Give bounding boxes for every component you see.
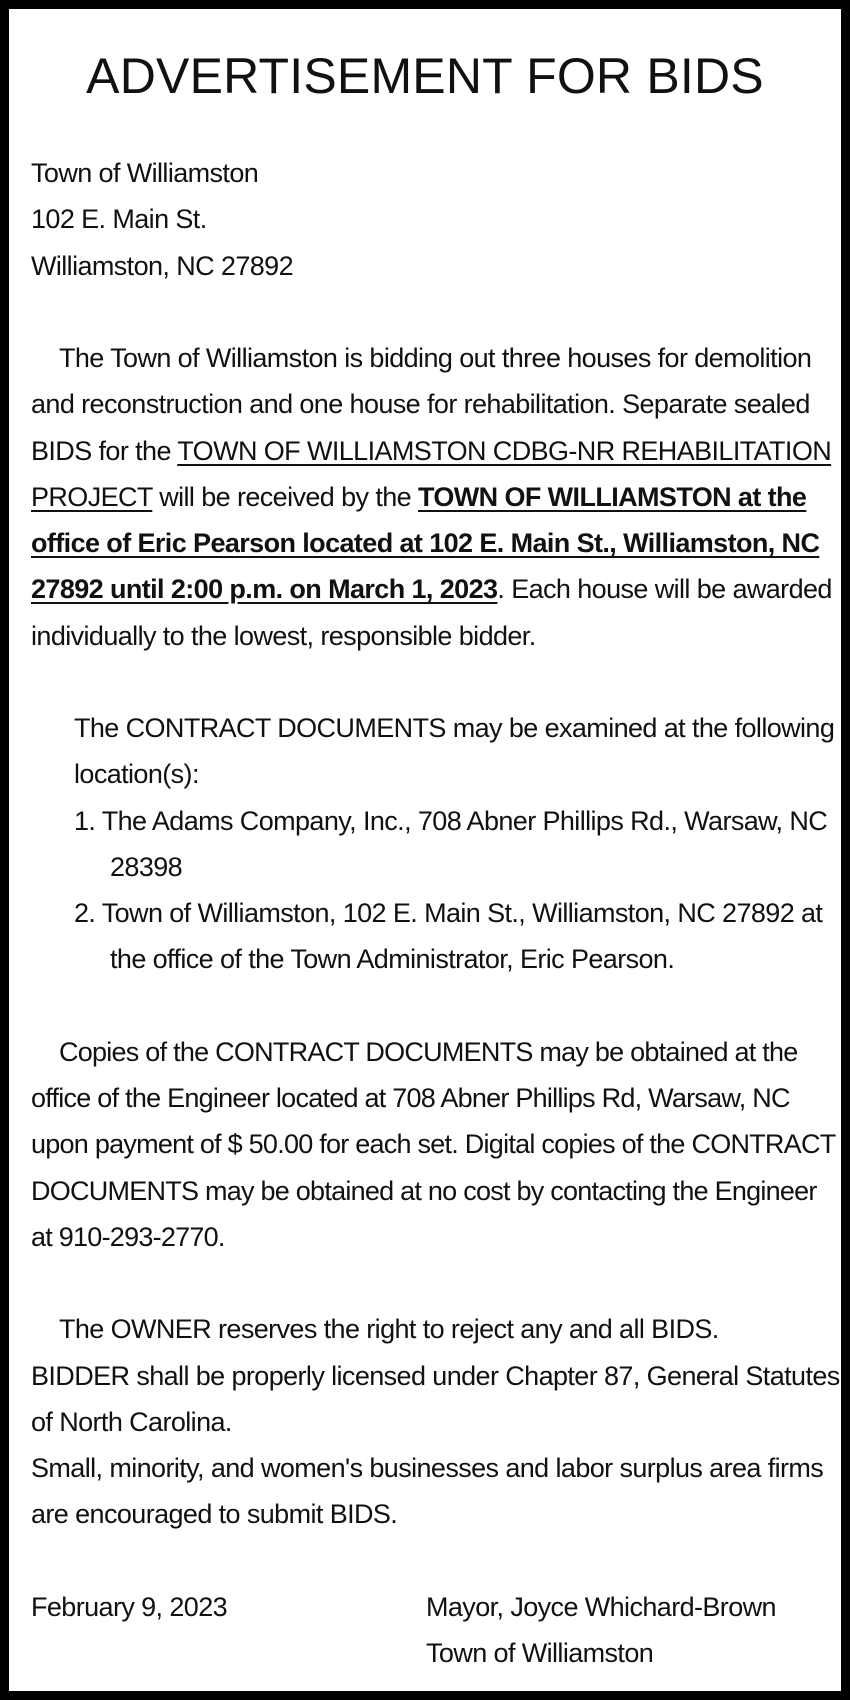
intro-lead: The Town of Williamston is bidding out three houses for demolition and reconstruction and one house for rehabilitation. Separate sealed BIDS for the xyxy=(31,343,812,466)
notice-body xyxy=(31,150,841,1676)
signer-name: Mayor, Joyce Whichard-Brown xyxy=(426,1591,776,1622)
spacer xyxy=(31,983,841,1029)
encouragement-statement: Small, minority, and women's businesses and labor surplus area firms are encouraged to submit BIDS. xyxy=(31,1453,824,1530)
owner-name: Town of Williamston xyxy=(31,158,259,188)
owner-street: 102 E. Main St. xyxy=(31,204,207,235)
examination-heading: The CONTRACT DOCUMENTS may be examined at the following location(s): xyxy=(74,713,835,790)
notice-date: February 9, 2023 xyxy=(31,1591,228,1622)
location-item: 2. Town of Williamston, 102 E. Main St., Williamston, NC 27892 at the office of the Town Administrator, Eric Pearson. xyxy=(74,898,823,975)
receipt-details: TOWN OF WILLIAMSTON at the office of Eric Pearson located at 102 E. Main St., Williamston, NC 27892 until 2:00 p.m. on March 1, 2023 xyxy=(31,481,820,605)
spacer xyxy=(31,1538,841,1584)
project-name: TOWN OF WILLIAMSTON CDBG-NR REHABILITATION PROJECT xyxy=(31,435,832,512)
copies-paragraph: Copies of the CONTRACT DOCUMENTS may be obtained at the office of the Engineer located at 708 Abner Phillips Rd, Warsaw, NC upon payment of $ 50.00 for each set. Digital copies of the CONTRACT DOCUMENTS may be obtained at no cost by contacting the Engineer at 910-293-2770. xyxy=(31,1036,835,1252)
intro-tail: . Each house will be awarded individually to the lowest, responsible bidder. xyxy=(31,574,832,651)
spacer xyxy=(31,1260,841,1306)
licensing-requirement: BIDDER shall be properly licensed under Chapter 87, General Statutes of North Carolina. xyxy=(31,1360,840,1437)
intro-mid: will be received by the xyxy=(152,481,418,512)
spacer xyxy=(31,659,841,705)
spacer xyxy=(31,289,841,335)
conditions-section xyxy=(31,1306,841,1537)
notice-title: ADVERTISEMENT FOR BIDS xyxy=(86,48,764,104)
signer-block xyxy=(426,1584,841,1677)
location-item: 1. The Adams Company, Inc., 708 Abner Phillips Rd., Warsaw, NC 28398 xyxy=(74,805,828,882)
signature-block xyxy=(31,1584,841,1677)
intro-paragraph xyxy=(31,335,841,659)
owner-address xyxy=(31,150,841,289)
owner-city-state-zip: Williamston, NC 27892 xyxy=(31,250,294,281)
signer-organization: Town of Williamston xyxy=(426,1638,654,1668)
reserve-right: The OWNER reserves the right to reject any and all BIDS. xyxy=(59,1314,719,1345)
examination-section xyxy=(31,705,841,983)
